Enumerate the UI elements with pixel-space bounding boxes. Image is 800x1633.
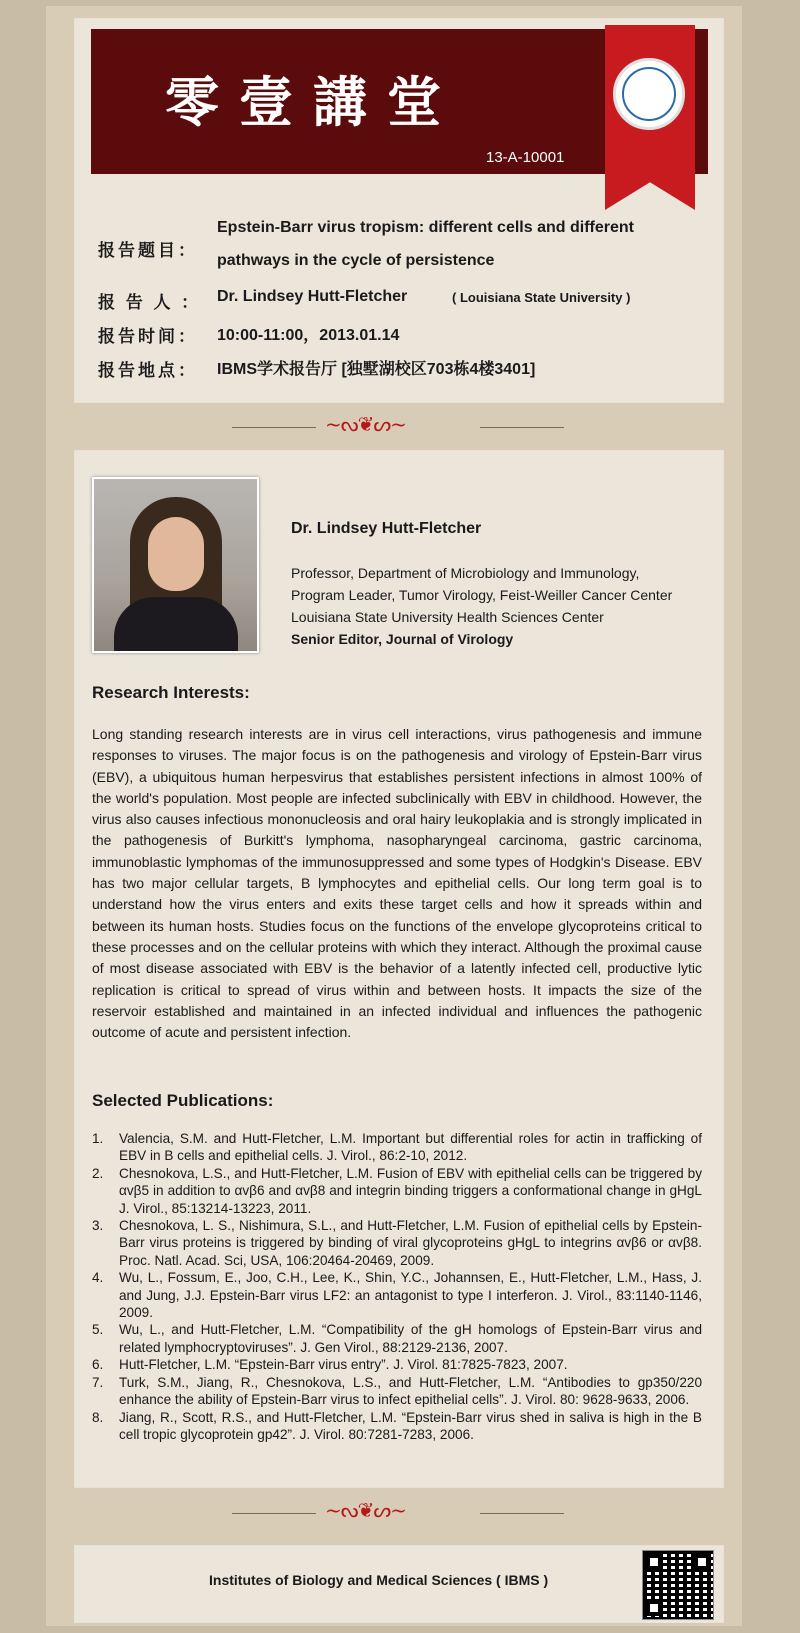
divider-line-right (480, 427, 564, 428)
list-item: 5. Wu, L., and Hutt-Fletcher, L.M. “Compatibility of the gH homologs of Epstein-Barr virus and related lymphocryptoviruses”. J. Gen Virol., 88:2129-2136, 2007. (92, 1322, 702, 1355)
place-value: IBMS学术报告厅 [独墅湖校区703栋4楼3401] (217, 361, 536, 378)
profile-editor: Senior Editor, Journal of Virology (291, 631, 514, 647)
speaker-label: 报 告 人 ： (98, 293, 202, 312)
profile-line: Professor, Department of Microbiology and Immunology, (291, 565, 640, 581)
list-item: 4. Wu, L., Fossum, E., Joo, C.H., Lee, K., Shin, Y.C., Johannsen, E., Hutt-Fletcher, L.M., Hass, J. and Jung, J.J. Epstein-Barr virus LF2: an antagonist to type I interferon. J. Virol., 83:1140-1146, 2009. (92, 1270, 702, 1321)
speaker-photo (92, 477, 259, 653)
list-item: 3. Chesnokova, L. S., Nishimura, S.L., and Hutt-Fletcher, L.M. Fusion of epithelial cells by Epstein-Barr virus proteins is triggered by binding of viral glycoproteins gHgL to integrins αvβ6 or αvβ8. Proc. Natl. Acad. Sci, USA, 106:20464-20469, 2009. (92, 1218, 702, 1268)
publications-heading: Selected Publications: (92, 1091, 274, 1110)
list-item: 7. Turk, S.M., Jiang, R., Chesnokova, L.S., and Hutt-Fletcher, L.M. “Antibodies to gp350/220 enhance the ability of Epstein-Barr virus to infect epithelial cells”. J. Virol. 80: 9628-9633, 2006. (92, 1374, 702, 1408)
profile-line: Program Leader, Tumor Virology, Feist-Weiller Cancer Center (291, 587, 673, 603)
talk-title-line2: pathways in the cycle of persistence (217, 252, 495, 269)
list-item: 2. Chesnokova, L.S., and Hutt-Fletcher, L.M. Fusion of EBV with epithelial cells can be triggered by αvβ5 in addition to αvβ6 and αvβ8 and integrin binding triggers a conformational change in gHgL J. Virol., 85:13214-13223, 2011. (92, 1165, 702, 1216)
profile-line: Louisiana State University Health Sciences Center (291, 609, 604, 625)
speaker-name: Dr. Lindsey Hutt-Fletcher (217, 288, 408, 305)
talk-title-label: 报告题目： (98, 241, 198, 260)
ornament-divider: ~ᔓ❦ᔕ~ (325, 412, 406, 436)
page-title: 零壹講堂 (165, 70, 461, 134)
list-item: 8. Jiang, R., Scott, R.S., and Hutt-Fletcher, L.M. “Epstein-Barr virus shed in saliva is high in the B cell tropic glycoprotein gp42”. J. Virol. 80:7281-7283, 2006. (92, 1409, 702, 1442)
divider-line-left (232, 1513, 316, 1514)
qr-code (642, 1550, 714, 1620)
research-heading: Research Interests: (92, 683, 250, 702)
divider-line-left (232, 427, 316, 428)
talk-title-line1: Epstein-Barr virus tropism: different cells and different (217, 219, 634, 236)
ibms-logo (613, 58, 685, 130)
time-label: 报告时间： (98, 327, 198, 346)
research-text: Long standing research interests are in virus cell interactions, virus pathogenesis and immune responses to viruses. The major focus is on the pathogenesis and virology of Epstein-Barr virus (EBV), a ubiquitous human herpesvirus that establishes persistent infections in almost 100% of the world's population. Most people are infected subclinically with EBV in childhood. However, the virus also causes infectious mononucleosis and oral hairy leukoplakia and is strongly implicated in the pathogenesis of Burkitt's lymphoma, nasopharyngeal carcinoma, gastric carcinoma, immunoblastic lymphomas of the immunosuppressed and some types of Hodgkin's Disease. EBV has two major cellular targets, B lymphocytes and epithelial cells. Our long term goal is to understand how the virus enters and exits these target cells and how it spreads within and between its human hosts. Studies focus on the functions of the envelope glycoproteins critical to these processes and on the cellular proteins with which they interact. Although the proximal cause of most disease associated with EBV is the behavior of a latently infected cell, productive lytic replication is critical to spread of virus within and between hosts. It impacts the size of the reservoir established and maintained in an infected individual and influences the pathogenic outcome of acute and persistent infection. (92, 726, 702, 1041)
event-code: 13-A-10001 (486, 149, 565, 166)
publications-list (92, 1130, 702, 1443)
profile-name: Dr. Lindsey Hutt-Fletcher (291, 520, 482, 537)
ornament-divider: ~ᔓ❦ᔕ~ (325, 1498, 406, 1522)
place-label: 报告地点： (98, 361, 198, 380)
footer-institute: Institutes of Biology and Medical Sciences ( IBMS ) (209, 1572, 549, 1588)
list-item: 1. Valencia, S.M. and Hutt-Fletcher, L.M. Important but differential roles for actin in trafficking of EBV in B cells and epithelial cells. J. Virol., 86:2-10, 2012. (92, 1131, 702, 1164)
divider-line-right (480, 1513, 564, 1514)
list-item: 6. Hutt-Fletcher, L.M. “Epstein-Barr virus entry”. J. Virol. 81:7825-7823, 2007. (92, 1357, 568, 1373)
time-value: 10:00-11:00，2013.01.14 (217, 327, 400, 344)
speaker-affiliation: ( Louisiana State University ) (452, 290, 631, 305)
